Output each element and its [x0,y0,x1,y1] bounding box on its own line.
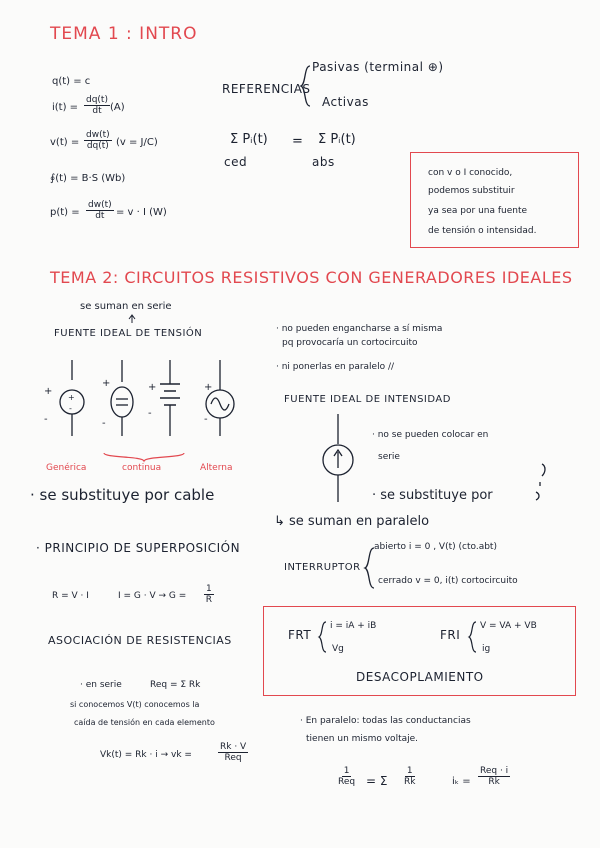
frt1-label: FRT [288,628,312,642]
paralelo-ik-num: Req · i [480,766,509,776]
dc-source-icon [102,360,142,440]
interruptor-cerrado: cerrado v = 0, i(t) cortocircuito [378,576,518,586]
current-formula-lhs: i(t) = [52,102,79,113]
paralelo-mid-num: 1 [406,766,413,776]
tema2-title: TEMA 2: CIRCUITOS RESISTIVOS CON GENERADORES IDEALES [50,268,573,287]
voltage-den: dq(t) [86,141,109,151]
note-line-3: ya sea por una fuente [428,206,528,216]
frt1-a: i = iA + iB [330,621,377,631]
paralelo-ik-den: Rk [488,777,500,787]
svg-text:-: - [102,418,106,429]
superposicion-heading: · PRINCIPIO DE SUPERPOSICIÓN [36,541,241,555]
serie-vk-den: Req [224,753,242,763]
referencias-brace [300,64,312,108]
svg-text:-: - [44,414,48,425]
current-num: dq(t) [86,95,108,105]
power-formula-lhs: p(t) = [50,207,80,218]
arrow-up-icon [127,314,137,324]
charge-formula: q(t) = c [52,76,91,87]
ohm-g-den: R [205,595,212,605]
paralelo-eq-mid: = Σ [366,774,388,788]
svg-text:+: + [44,386,53,397]
svg-text:-: - [204,414,208,425]
svg-text:+: + [102,378,111,389]
ohm-r: R = V · I [52,591,89,601]
frt1-b: Vg [332,644,344,654]
current-fraction [84,95,110,116]
frt2-b: ig [482,644,491,654]
label-generica: Genérica [46,463,87,473]
note-line-2: podemos substituir [428,186,515,196]
tension-note-1: · no pueden engancharse a sí misma [276,324,443,334]
battery-icon [148,360,188,440]
note-line-4: de tensión o intensidad. [428,226,537,236]
current-den: dt [92,106,102,116]
generic-source-icon [44,360,92,440]
paralelo-left-den: Req [338,777,356,787]
svg-text:-: - [69,404,72,413]
sum-right: Σ Pᵢ(t) [318,132,356,147]
frt2-a: V = VA + VB [480,621,537,631]
fuente-intensidad-heading: FUENTE IDEAL DE INTENSIDAD [284,394,451,405]
label-alterna: Alterna [200,463,233,473]
paralelo-mid-den: Rk [404,777,416,787]
frt2-brace [468,620,478,654]
serie-label: · en serie [80,680,122,690]
voltage-unit: (v = J/C) [116,137,158,148]
voltage-num: dw(t) [86,130,110,140]
fuente-tension-heading: FUENTE IDEAL DE TENSIÓN [54,328,203,339]
frt1-brace [318,620,328,654]
intensidad-paralelo: ↳ se suman en paralelo [274,514,430,529]
interruptor-abierto: abierto i = 0 , V(t) (cto.abt) [374,542,497,552]
label-continua: continua [122,463,162,473]
tension-note-3: · ni ponerlas en paralelo // [276,362,395,372]
serie-vk-num: Rk · V [220,742,247,752]
paralelo-ik-fraction [478,766,510,787]
serie-note-2: caída de tensión en cada elemento [74,718,215,727]
voltage-fraction [84,130,112,151]
paralelo-line-2: tienen un mismo voltaje. [306,734,419,744]
sum-left-sub: ced [224,155,248,169]
substituye-cable: · se substituye por cable [30,486,215,504]
paralelo-left-fraction [338,766,355,787]
ac-source-icon [200,360,240,440]
tension-note-2: pq provocaría un cortocircuito [282,338,418,348]
ohm-g-num: 1 [206,584,212,594]
svg-text:+: + [204,382,213,393]
serie-note-1: si conocemos V(t) conocemos la [70,700,200,709]
asociacion-heading: ASOCIACIÓN DE RESISTENCIAS [48,634,232,647]
referencias-pasivas: Pasivas (terminal ⊕) [312,60,444,74]
serie-vk-fraction [218,742,248,763]
ohm-g: I = G · V → G = [118,591,187,601]
series-note: se suman en serie [80,301,172,312]
current-source-icon [318,414,358,504]
sum-left: Σ Pᵢ(t) [230,132,268,147]
serie-req: Req = Σ Rk [150,680,201,690]
power-num: dw(t) [88,200,112,210]
power-den: dt [95,211,105,221]
voltage-formula-lhs: v(t) = [50,137,80,148]
paralelo-mid-fraction [404,766,415,787]
interruptor-brace [364,546,376,590]
power-fraction [86,200,114,221]
referencias-activas: Activas [322,95,369,109]
ohm-g-fraction [204,584,214,605]
sum-equals: = [292,134,303,149]
svg-text:+: + [68,393,75,402]
intensidad-serie: serie [378,452,400,462]
paralelo-ik: iₖ = [452,776,471,787]
continua-brace [102,451,186,463]
paralelo-line-1: · En paralelo: todas las conductancias [300,716,471,726]
referencias-label: REFERENCIAS [222,82,311,96]
power-rhs: = v · I (W) [116,207,167,218]
intensidad-no-serie: · no se pueden colocar en [372,430,489,440]
sum-right-sub: abs [312,155,335,169]
interruptor-label: INTERRUPTOR [284,562,361,573]
note-line-1: con v o I conocido, [428,168,513,178]
tema1-title: TEMA 1 : INTRO [50,24,198,44]
paralelo-left-num: 1 [343,766,350,776]
intensidad-substituye: · se substituye por [372,488,493,503]
current-unit: (A) [110,102,125,113]
serie-vk: Vk(t) = Rk · i → vk = [100,750,192,760]
frt2-label: FRI [440,628,461,642]
svg-text:-: - [148,408,152,419]
svg-text:+: + [148,382,157,393]
desacoplamiento-title: DESACOPLAMIENTO [356,670,484,684]
flux-formula: ∮(t) = B·S (Wb) [50,173,126,184]
open-circuit-icon [534,462,548,502]
